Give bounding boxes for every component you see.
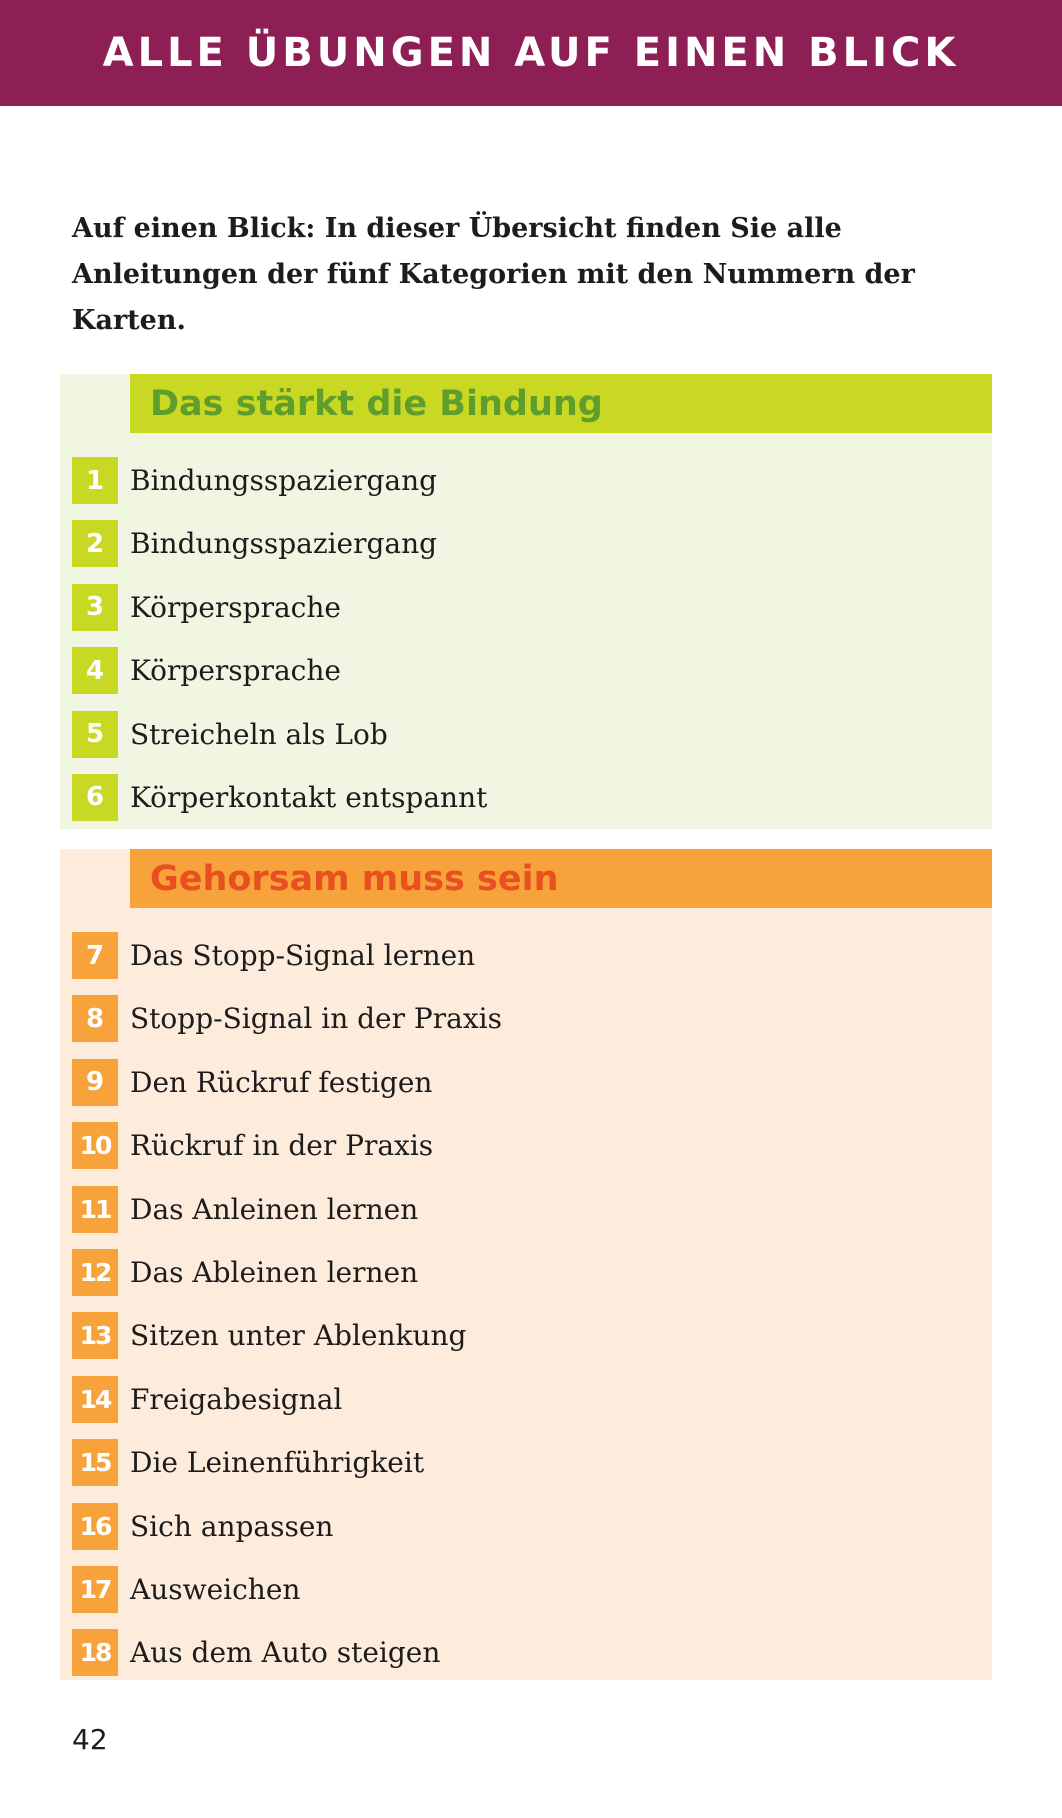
exercise-label: Bindungsspaziergang: [130, 464, 438, 497]
exercise-label: Freigabesignal: [130, 1382, 343, 1416]
list-item: [72, 457, 487, 504]
page-number: 42: [72, 1723, 108, 1756]
list-item: [72, 1566, 502, 1613]
list-item: [72, 1059, 502, 1106]
exercise-label: Stopp-Signal in der Praxis: [130, 1002, 502, 1036]
exercise-label: Den Rückruf festigen: [130, 1065, 433, 1099]
exercise-label: Körpersprache: [130, 654, 341, 688]
exercise-label: Sich anpassen: [130, 1509, 334, 1543]
section-gehorsam: [60, 849, 992, 1680]
card-number-badge: 2: [72, 520, 118, 567]
exercise-label: Rückruf in der Praxis: [130, 1129, 434, 1163]
exercise-label: Das Ableinen lernen: [130, 1255, 419, 1289]
section-bindung: [60, 374, 992, 829]
intro-text: Auf einen Blick: In dieser Übersicht finden Sie alle Anleitungen der fünf Kategorien mit den Nummern der Karten.: [72, 213, 915, 336]
exercise-label: Streicheln als Lob: [130, 717, 388, 751]
card-number-badge: 10: [72, 1122, 118, 1169]
section-title: Das stärkt die Bindung: [150, 383, 603, 424]
card-number-badge: 18: [72, 1629, 118, 1676]
list-item: [72, 1439, 502, 1486]
exercise-label: Das Anleinen lernen: [130, 1192, 419, 1226]
card-number-badge: 15: [72, 1439, 118, 1486]
card-number-badge: 11: [72, 1186, 118, 1233]
exercise-label: Bindungsspaziergang: [130, 527, 438, 561]
section-title: Gehorsam muss sein: [150, 858, 559, 899]
card-number-badge: 17: [72, 1566, 118, 1613]
card-number-badge: 13: [72, 1312, 118, 1359]
card-number-badge: 5: [72, 711, 118, 758]
list-item: [72, 1122, 502, 1169]
card-number-badge: 4: [72, 647, 118, 694]
exercise-list: [72, 457, 487, 837]
card-number-badge: 3: [72, 584, 118, 631]
exercise-label: Sitzen unter Ablenkung: [130, 1319, 467, 1353]
list-item: [72, 647, 487, 694]
card-number-badge: 7: [72, 932, 118, 979]
exercise-label: Körperkontakt entspannt: [130, 780, 488, 814]
exercise-label: Die Leinenführigkeit: [130, 1446, 425, 1480]
list-item: [72, 520, 487, 567]
list-item: [72, 1376, 502, 1423]
section-heading: [130, 849, 992, 908]
card-number-badge: 9: [72, 1059, 118, 1106]
card-number-badge: 12: [72, 1249, 118, 1296]
exercise-label: Körpersprache: [130, 590, 341, 624]
card-number-badge: 8: [72, 995, 118, 1042]
page-title: ALLE ÜBUNGEN AUF EINEN BLICK: [102, 30, 960, 76]
exercise-label: Ausweichen: [130, 1572, 301, 1606]
card-number-badge: 16: [72, 1503, 118, 1550]
exercise-label: Das Stopp-Signal lernen: [130, 939, 476, 972]
section-heading: [130, 374, 992, 433]
card-number-badge: 6: [72, 774, 118, 821]
exercise-list: [72, 932, 502, 1693]
list-item: [72, 1312, 502, 1359]
list-item: [72, 1249, 502, 1296]
exercise-label: Aus dem Auto steigen: [130, 1636, 441, 1670]
card-number-badge: 1: [72, 457, 118, 504]
list-item: [72, 711, 487, 758]
list-item: [72, 584, 487, 631]
list-item: [72, 932, 502, 979]
list-item: [72, 1186, 502, 1233]
list-item: [72, 774, 487, 821]
page-header: [0, 0, 1062, 106]
list-item: [72, 1629, 502, 1676]
card-number-badge: 14: [72, 1376, 118, 1423]
list-item: [72, 995, 502, 1042]
list-item: [72, 1503, 502, 1550]
